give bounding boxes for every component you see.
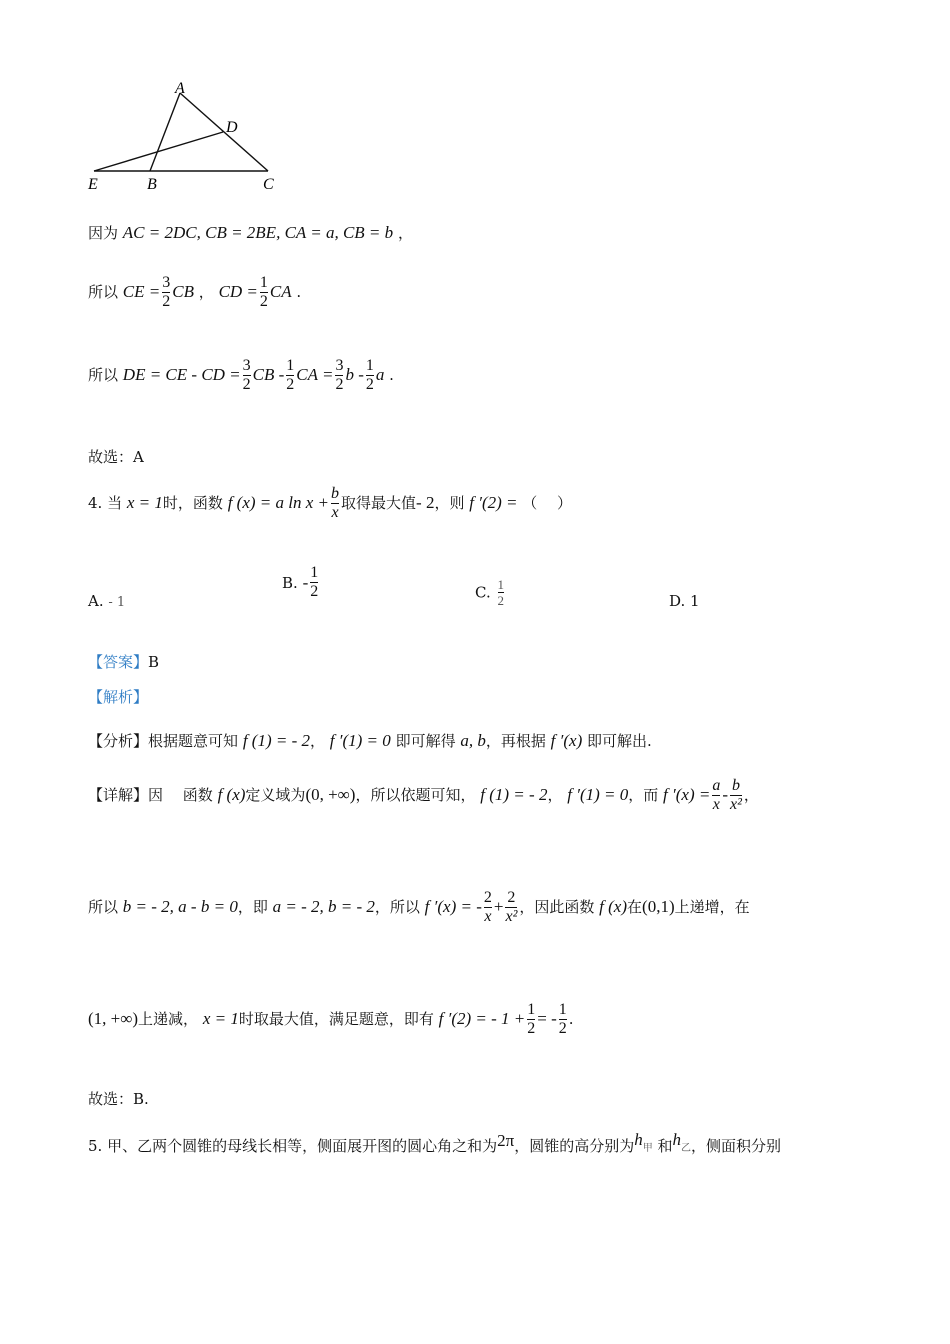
xiangjie-line-2 — [88, 890, 750, 926]
text: 和 — [657, 1137, 673, 1155]
math: a = - 2, b = - 2 — [272, 896, 375, 916]
math: = - — [537, 1008, 557, 1028]
math: f (1) = - 2 — [242, 731, 310, 750]
text: 5. 甲、乙两个圆锥的母线长相等，侧面展开图的圆心角之和为 — [88, 1137, 498, 1155]
text-so: 所以 — [88, 365, 119, 384]
text: ， — [743, 785, 759, 804]
math: f (x) = a ln x + — [227, 492, 330, 512]
answer-paren: （ ） — [522, 493, 573, 512]
label-b: B — [147, 176, 157, 193]
triangle-figure — [80, 75, 300, 200]
because-line — [88, 222, 413, 243]
text: ，所以 — [374, 897, 420, 916]
text: ， — [310, 732, 326, 750]
text: 上递增，在 — [674, 897, 750, 916]
text: 4. 当 — [88, 493, 123, 512]
punct: ， — [198, 282, 214, 301]
question-5-stem — [88, 1130, 781, 1156]
option-a[interactable] — [88, 592, 125, 610]
math-because: AC = 2DC, CB = 2BE, CA = a, CB = b — [122, 223, 394, 242]
fraction: $\frac{1}{2}$ — [497, 577, 504, 608]
math: f ′(2) = — [469, 492, 518, 512]
math: f (x) — [217, 784, 246, 804]
text: 在 — [627, 897, 643, 916]
question-4-stem — [88, 486, 572, 522]
option-d[interactable]: D. 1 — [669, 592, 700, 610]
label-d: D — [226, 119, 238, 136]
fraction: $\frac{2}{x}$ — [483, 889, 492, 925]
math: CB - — [252, 364, 285, 384]
fraction: $\frac{1}{2}$ — [365, 357, 374, 393]
text: . — [568, 1009, 574, 1028]
math: + — [493, 896, 504, 916]
answer-value: B — [148, 653, 160, 671]
math: f (x) — [599, 896, 628, 916]
punct: . — [389, 365, 394, 384]
option-value: - 1 — [108, 595, 126, 610]
math: f ′(x) = - — [424, 896, 482, 916]
xiangjie-line-1 — [88, 778, 759, 814]
text: 时取最大值，满足题意，即有 — [238, 1009, 434, 1028]
text: 即可解得 — [395, 732, 456, 750]
math: - — [722, 784, 728, 804]
math-ca: CA — [269, 281, 292, 301]
label-e: E — [88, 176, 98, 193]
text: ，圆锥的高分别为 — [514, 1137, 635, 1155]
math: (0, +∞) — [305, 784, 356, 804]
option-sign: - — [302, 572, 309, 592]
de-line — [88, 358, 394, 394]
text: 所以 — [88, 897, 119, 916]
text: 取得最大值 — [341, 493, 417, 512]
tag: 【详解】 — [88, 785, 149, 804]
choose-b: 故选：B. — [88, 1090, 149, 1108]
text: 根据题意可知 — [148, 732, 239, 750]
fraction: $\frac{2}{\text{x²}}$ — [505, 889, 518, 925]
text: ，则 — [434, 493, 465, 512]
label-c: C — [263, 176, 274, 193]
option-label: B. — [282, 573, 298, 592]
option-label: A. — [88, 592, 104, 610]
text: ，而 — [628, 785, 659, 804]
math: - 2 — [416, 492, 435, 512]
label-a: A — [175, 80, 185, 97]
math-cd: CD = — [218, 281, 258, 301]
text: ，即 — [237, 897, 268, 916]
math: a — [375, 364, 385, 384]
math-ce: CE = — [122, 281, 161, 301]
math: b = - 2, a - b = 0 — [122, 896, 238, 916]
math: b - — [345, 364, 364, 384]
fraction: $\frac{3}{2}$ — [162, 274, 171, 310]
math: f ′(1) = 0 — [329, 731, 391, 750]
text: ，因此函数 — [519, 897, 595, 916]
fraction: $\frac{1}{2}$ — [310, 564, 319, 600]
fraction: $\frac{3}{2}$ — [335, 357, 344, 393]
punct: . — [296, 282, 302, 301]
tag: 【分析】 — [88, 732, 149, 750]
math: f (1) = - 2 — [480, 784, 548, 804]
text: 即可解出. — [587, 732, 652, 750]
text: ，侧面积分别 — [691, 1137, 782, 1155]
text: 因 函数 — [148, 785, 213, 804]
analysis-tag: 【解析】 — [88, 688, 149, 706]
fraction: $\frac{1}{2}$ — [286, 357, 295, 393]
math: (1, +∞) — [88, 1008, 139, 1028]
math: x = 1 — [126, 492, 163, 512]
fraction: $\frac{1}{2}$ — [558, 1001, 567, 1037]
fraction: $\frac{1}{2}$ — [259, 274, 268, 310]
subscript: 乙 — [681, 1143, 691, 1154]
answer-line — [88, 651, 159, 672]
fraction: $\frac{b}{x}$ — [331, 485, 340, 521]
math-cb: CB — [172, 281, 194, 301]
math: f ′(1) = 0 — [567, 784, 629, 804]
math: f ′(x) — [550, 731, 583, 750]
math: h — [634, 1130, 643, 1149]
choose-a: 故选：A — [88, 448, 144, 466]
text-because: 因为 — [88, 224, 119, 242]
punct: ， — [397, 224, 413, 242]
fraction: $\frac{3}{2}$ — [242, 357, 251, 393]
option-c[interactable] — [475, 578, 506, 607]
so-line-1 — [88, 275, 301, 311]
text: ， — [547, 785, 563, 804]
text: ，再根据 — [485, 732, 546, 750]
math: h — [672, 1130, 681, 1149]
text: 上递减， — [138, 1009, 199, 1028]
math: DE = CE - CD = — [122, 364, 241, 384]
answer-tag: 【答案】 — [88, 653, 149, 671]
math: f ′(x) = — [663, 784, 711, 804]
segment-ac — [180, 93, 268, 171]
math: (0,1) — [642, 896, 675, 916]
text: 时，函数 — [162, 493, 223, 512]
segment-ab — [150, 93, 180, 171]
math: 2π — [497, 1131, 515, 1150]
subscript: 甲 — [642, 1143, 653, 1154]
math: a, b — [460, 731, 486, 750]
option-b[interactable] — [282, 565, 320, 601]
text-so: 所以 — [88, 282, 119, 301]
math: CA = — [296, 364, 334, 384]
math: x = 1 — [202, 1008, 239, 1028]
fraction: $\frac{a}{x}$ — [712, 777, 721, 813]
segment-ed — [94, 132, 223, 171]
xiangjie-line-3 — [88, 1002, 574, 1038]
math: f ′(2) = - 1 + — [438, 1008, 526, 1028]
fenxi-line — [88, 730, 652, 751]
option-label: C. — [475, 583, 491, 602]
text: ，所以依题可知， — [355, 785, 476, 804]
text: 定义域为 — [245, 785, 306, 804]
fraction: $\frac{1}{2}$ — [527, 1001, 536, 1037]
fraction: $\frac{b}{\text{x²}}$ — [730, 777, 742, 813]
